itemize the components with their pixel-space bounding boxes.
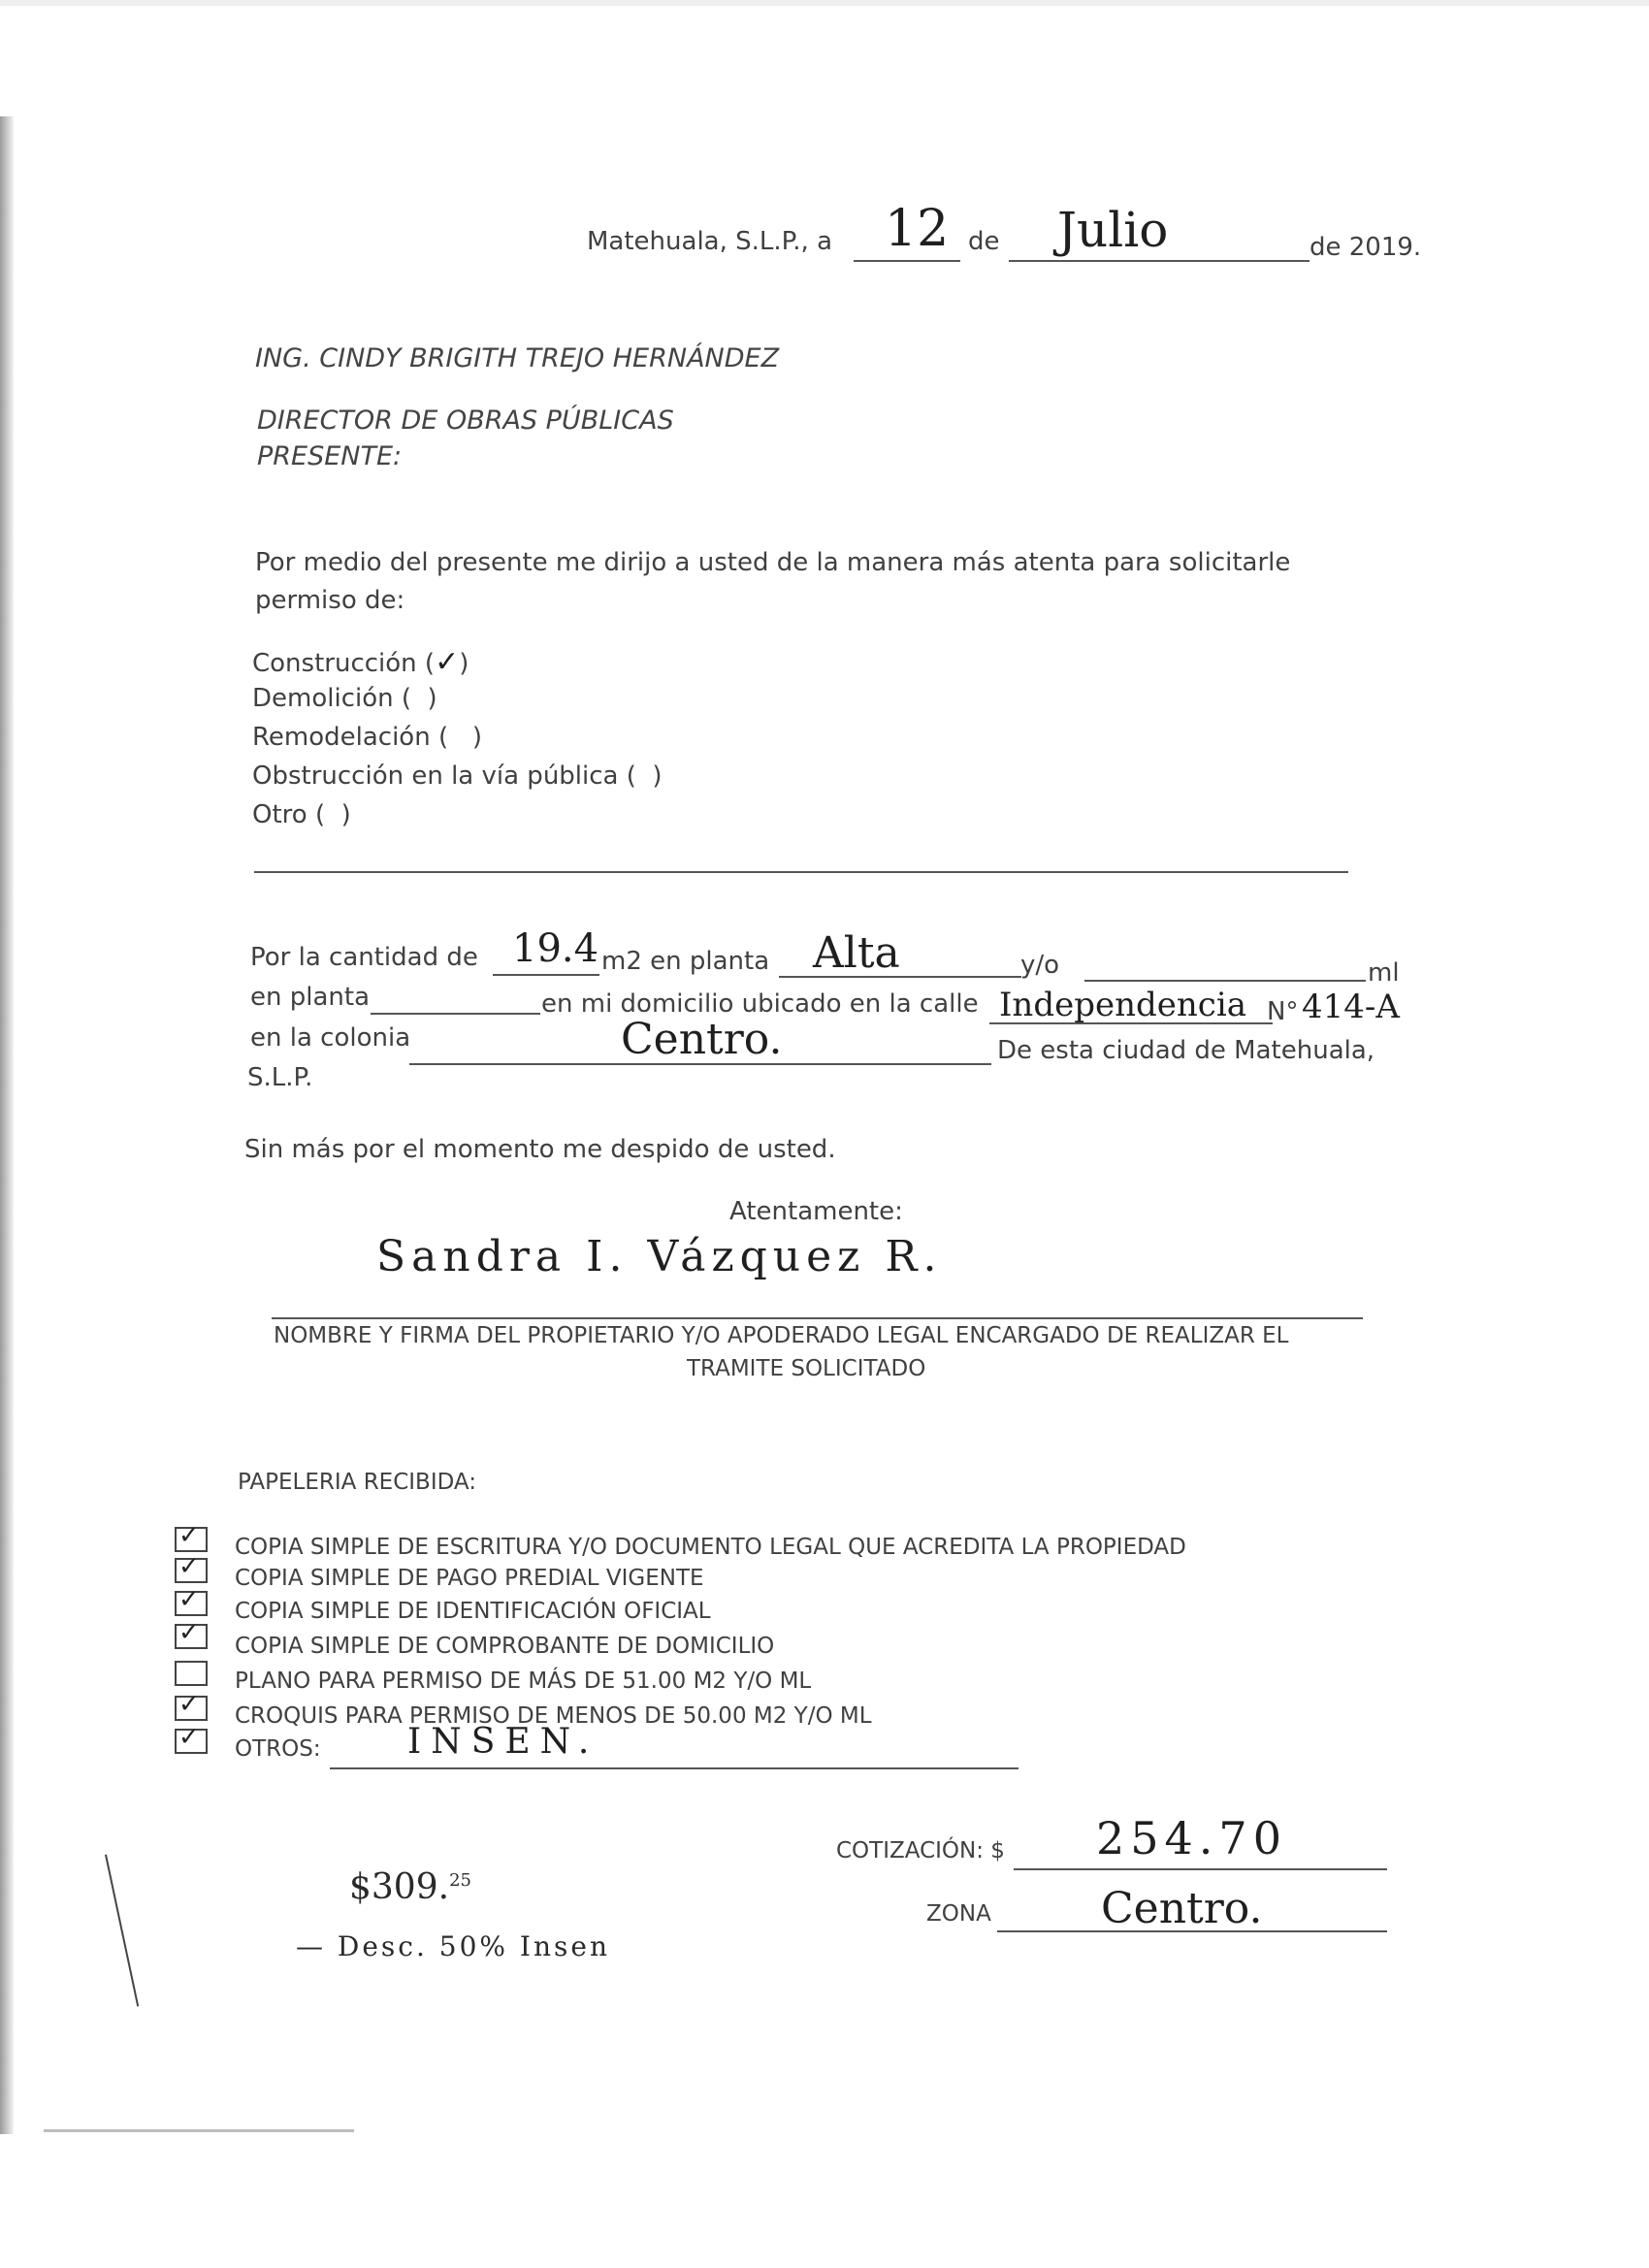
papeleria-title: PAPELERIA RECIBIDA: xyxy=(238,1470,476,1495)
ciudad-text: De esta ciudad de Matehuala, xyxy=(997,1036,1375,1065)
m2-en-planta-label: m2 en planta xyxy=(601,947,770,976)
permit-demolicion xyxy=(252,684,437,713)
recipient-title: DIRECTOR DE OBRAS PÚBLICAS xyxy=(257,405,674,436)
checkbox[interactable] xyxy=(175,1690,208,1721)
numero-prefix: N° xyxy=(1267,997,1299,1026)
note-amount-value: $309. xyxy=(349,1867,450,1907)
permit-otro xyxy=(252,800,351,829)
day-line xyxy=(854,260,960,262)
cotizacion-line xyxy=(1014,1868,1387,1870)
en-planta-label: en planta xyxy=(250,983,371,1012)
cotizacion-value: 254.70 xyxy=(1096,1812,1287,1864)
de-label: de xyxy=(968,227,1000,256)
signature-line xyxy=(272,1317,1363,1319)
scan-top-edge xyxy=(0,0,1649,6)
permit-label: Remodelación ( xyxy=(252,723,449,752)
planta-value: Alta xyxy=(813,928,900,978)
note-amount-cents: 25 xyxy=(449,1870,471,1891)
ml-line xyxy=(1084,980,1366,982)
firma-label-2: TRAMITE SOLICITADO xyxy=(687,1356,926,1381)
zona-value: Centro. xyxy=(1101,1884,1263,1933)
checkbox[interactable] xyxy=(175,1521,208,1552)
scan-left-edge xyxy=(0,116,14,2134)
checkbox[interactable] xyxy=(175,1585,208,1616)
papeleria-item-label: COPIA SIMPLE DE IDENTIFICACIÓN OFICIAL xyxy=(235,1599,711,1624)
atentamente-label: Atentamente: xyxy=(729,1197,903,1226)
note-discount: — Desc. 50% Insen xyxy=(296,1930,610,1962)
intro-line-1: Por medio del presente me dirijo a usted de la manera más atenta para solicitarle xyxy=(255,548,1291,577)
day-value: 12 xyxy=(885,200,950,258)
check-mark-icon: ✓ xyxy=(178,1723,200,1752)
permit-remodelacion xyxy=(252,723,482,752)
cotizacion-label: COTIZACIÓN: $ xyxy=(836,1838,1005,1863)
otros-value: INSEN. xyxy=(407,1722,599,1762)
en-planta-line xyxy=(371,1013,540,1015)
permit-obstruccion xyxy=(252,761,663,791)
sin-mas-text: Sin más por el momento me despido de usted. xyxy=(244,1135,836,1164)
signature: Sandra I. Vázquez R. xyxy=(376,1232,943,1281)
permit-label: Obstrucción en la vía pública ( xyxy=(252,761,636,791)
margin-stroke xyxy=(105,1855,139,2007)
check-mark-icon: ✓ xyxy=(178,1552,200,1581)
slp-text: S.L.P. xyxy=(247,1063,313,1092)
papeleria-item-label: COPIA SIMPLE DE ESCRITURA Y/O DOCUMENTO LEGAL QUE ACREDITA LA PROPIEDAD xyxy=(235,1535,1186,1560)
permit-close: ) xyxy=(471,723,483,752)
place-prefix: Matehuala, S.L.P., a xyxy=(587,227,833,256)
intro-line-2: permiso de: xyxy=(255,586,405,615)
permit-close: ) xyxy=(652,761,663,791)
cantidad-value: 19.4 xyxy=(512,926,599,971)
permit-close: ) xyxy=(340,800,351,829)
otros-line xyxy=(330,1767,1018,1769)
check-mark-icon: ✓ xyxy=(178,1690,200,1719)
checkbox[interactable] xyxy=(175,1723,208,1754)
domicilio-label: en mi domicilio ubicado en la calle xyxy=(541,989,979,1019)
colonia-label: en la colonia xyxy=(250,1023,411,1053)
papeleria-item-label: COPIA SIMPLE DE PAGO PREDIAL VIGENTE xyxy=(235,1566,704,1591)
papeleria-item-label: CROQUIS PARA PERMISO DE MENOS DE 50.00 M2 Y/O ML xyxy=(235,1703,872,1729)
firma-label-1: NOMBRE Y FIRMA DEL PROPIETARIO Y/O APODERADO LEGAL ENCARGADO DE REALIZAR EL xyxy=(274,1323,1289,1348)
calle-value: Independencia xyxy=(999,986,1246,1024)
checkbox[interactable] xyxy=(175,1661,208,1686)
numero-value: 414-A xyxy=(1302,988,1400,1026)
permit-label: Demolición ( xyxy=(252,684,412,713)
month-value: Julio xyxy=(1057,202,1169,258)
permit-label: Construcción ( xyxy=(252,649,436,678)
papeleria-item-label: OTROS: xyxy=(235,1736,321,1762)
permit-construccion xyxy=(252,645,469,679)
check-mark-icon: ✓ xyxy=(435,645,460,679)
cantidad-line xyxy=(493,974,599,976)
year-text: de 2019. xyxy=(1310,233,1422,262)
ml-label: ml xyxy=(1368,958,1400,988)
permit-label: Otro ( xyxy=(252,800,326,829)
check-mark-icon: ✓ xyxy=(178,1521,200,1550)
check-mark-icon: ✓ xyxy=(178,1618,200,1647)
otro-line xyxy=(254,871,1348,873)
papeleria-item-label: COPIA SIMPLE DE COMPROBANTE DE DOMICILIO xyxy=(235,1634,775,1659)
recipient-name: ING. CINDY BRIGITH TREJO HERNÁNDEZ xyxy=(255,343,780,373)
scan-bottom-mark xyxy=(44,2129,354,2132)
check-mark-icon: ✓ xyxy=(178,1585,200,1614)
papeleria-item-label: PLANO PARA PERMISO DE MÁS DE 51.00 M2 Y/O ML xyxy=(235,1669,812,1694)
yo-label: y/o xyxy=(1020,951,1060,980)
checkbox[interactable] xyxy=(175,1618,208,1649)
cantidad-prefix: Por la cantidad de xyxy=(250,943,478,972)
zona-label: ZONA xyxy=(926,1901,991,1927)
presente-label: PRESENTE: xyxy=(257,441,403,471)
permit-close: ) xyxy=(459,649,469,678)
colonia-value: Centro. xyxy=(621,1015,783,1064)
note-amount xyxy=(349,1867,471,1907)
permit-close: ) xyxy=(427,684,437,713)
checkbox[interactable] xyxy=(175,1552,208,1583)
month-line xyxy=(1009,260,1310,262)
